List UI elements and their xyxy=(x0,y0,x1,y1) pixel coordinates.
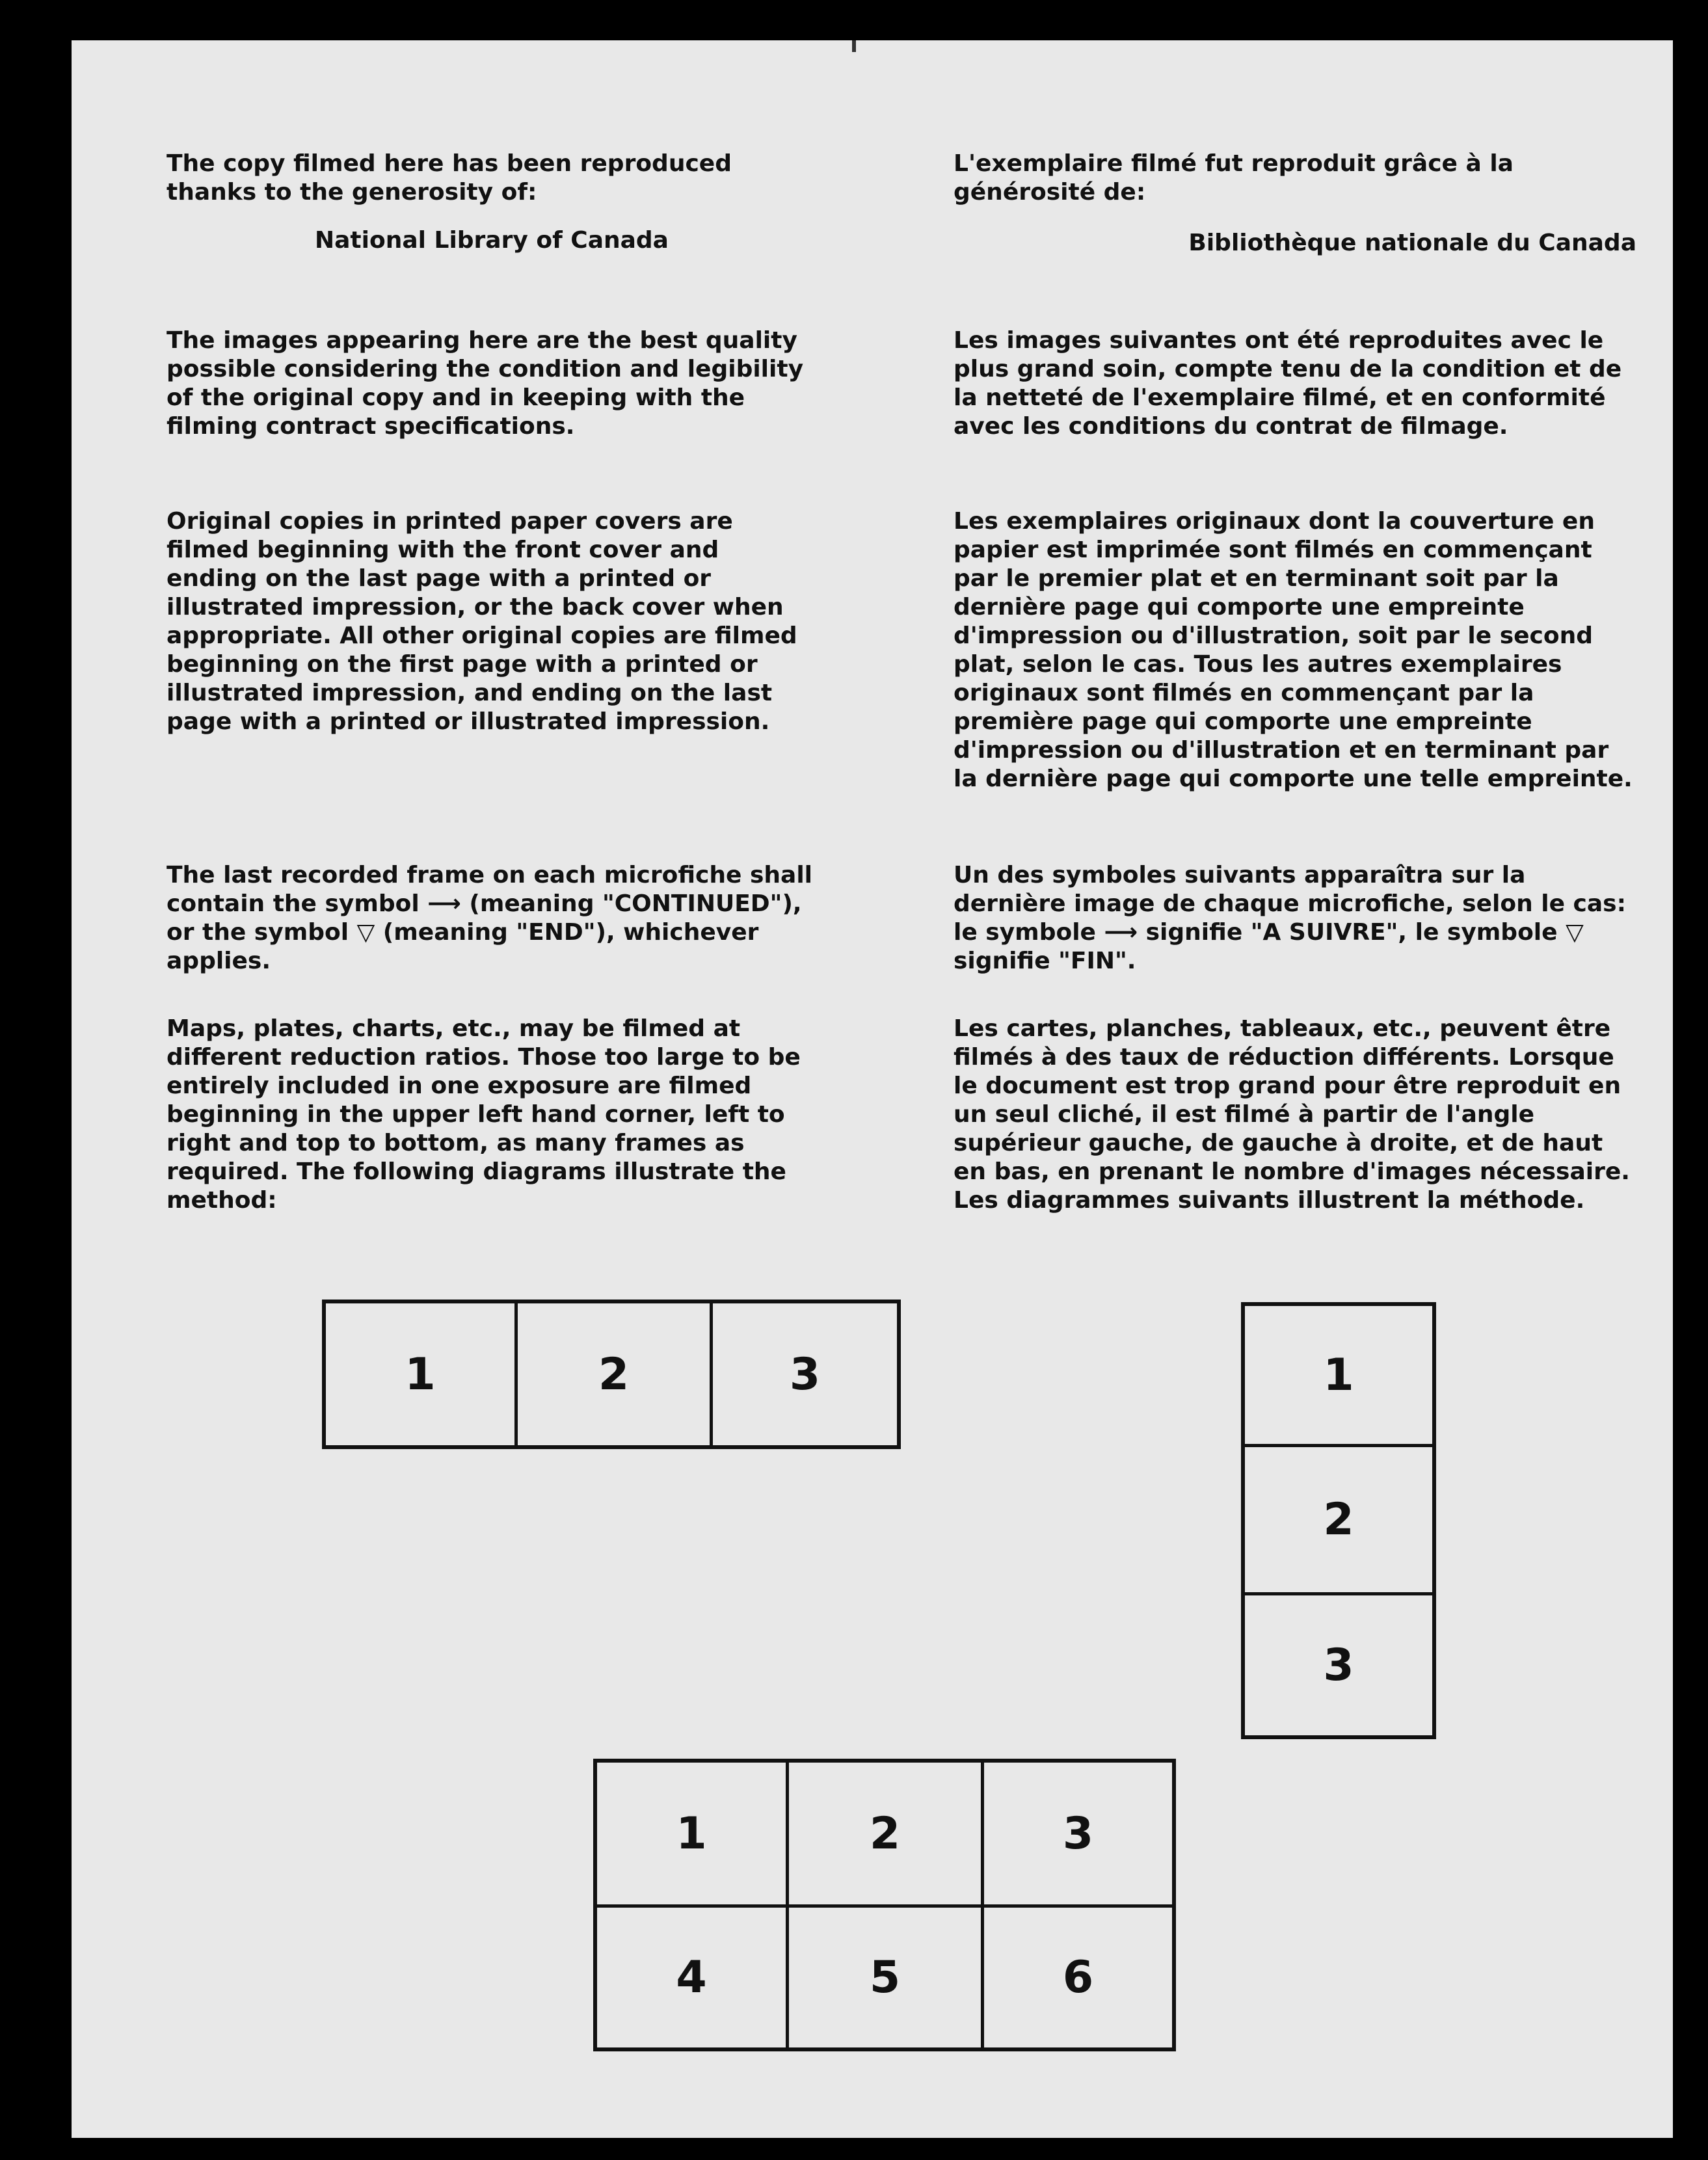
fr-library: Bibliothèque nationale du Canada xyxy=(1188,230,1636,256)
en-maps: Maps, plates, charts, etc., may be filmed at different reduction ratios. Those too large to be entirely included in one exposure are filmed beginning in the upper left hand corner, left to right and top to bottom, as many frames as required. The following diagrams illustrate the method: xyxy=(167,1015,801,1214)
frame-3: 3 xyxy=(789,1348,821,1400)
en-covers: Original copies in printed paper covers are filmed beginning with the front cover and ending on the last page with a printed or illustrated impression, or the back cover when appropriate. All other original copies are filmed beginning on the first page with a printed or illustrated impression, and ending on the last page with a printed or illustrated impression. xyxy=(167,508,797,735)
fr-covers: Les exemplaires originaux dont la couverture en papier est imprimée sont filmés en commençant par le premier plat et en terminant soit par la dernière page qui comporte une empreinte d'impression ou d'illustration, soit par le second plat, selon le cas. Tous les autres exemplaires originaux sont filmés en commençant par la première page qui comporte une empreinte d'impression ou d'illustration et en terminant par la dernière page qui comporte une telle empreinte. xyxy=(954,508,1633,792)
en-library: National Library of Canada xyxy=(315,227,669,254)
frame-1: 1 xyxy=(676,1807,707,1860)
sheet-mark xyxy=(852,40,856,52)
fr-symbols: Un des symboles suivants apparaîtra sur la dernière image de chaque microfiche, selon le cas: le symbole ⟶ signifie "A SUIVRE", le symbole ▽ signifie "FIN". xyxy=(954,862,1626,974)
frame-5: 5 xyxy=(869,1952,901,2003)
frame-3: 3 xyxy=(1062,1807,1094,1860)
frame-4: 4 xyxy=(676,1952,707,2003)
frame-3: 3 xyxy=(1323,1640,1354,1691)
frame-2: 2 xyxy=(1323,1494,1354,1545)
fr-intro: L'exemplaire filmé fut reproduit grâce à la générosité de: xyxy=(954,150,1514,206)
diagram-horizontal xyxy=(322,1300,901,1449)
fr-maps: Les cartes, planches, tableaux, etc., peuvent être filmés à des taux de réduction différents. Lorsque le document est trop grand pour être reproduit en un seul cliché, il est filmé à partir de l'angle supérieur gauche, de gauche à droite, et de haut en bas, en prenant le nombre d'images nécessaire. Les diagrammes suivants illustrent la méthode. xyxy=(954,1015,1630,1214)
diagram-grid xyxy=(593,1759,1176,2051)
frame-2: 2 xyxy=(598,1348,630,1400)
en-intro: The copy filmed here has been reproduced thanks to the generosity of: xyxy=(167,150,732,206)
filmed-notice-page xyxy=(72,40,1673,2138)
en-quality: The images appearing here are the best quality possible considering the condition and legibility of the original copy and in keeping with the filming contract specifications. xyxy=(167,327,804,440)
frame-2: 2 xyxy=(869,1807,901,1860)
en-symbols: The last recorded frame on each microfiche shall contain the symbol ⟶ (meaning "CONTINUED"), or the symbol ▽ (meaning "END"), whichever applies. xyxy=(167,862,813,974)
fr-quality: Les images suivantes ont été reproduites avec le plus grand soin, compte tenu de la condition et de la netteté de l'exemplaire filmé, et en conformité avec les conditions du contrat de filmage. xyxy=(954,327,1622,440)
frame-6: 6 xyxy=(1062,1952,1094,2003)
diagram-vertical xyxy=(1241,1302,1436,1739)
frame-1: 1 xyxy=(1323,1349,1354,1401)
frame-1: 1 xyxy=(405,1348,436,1400)
